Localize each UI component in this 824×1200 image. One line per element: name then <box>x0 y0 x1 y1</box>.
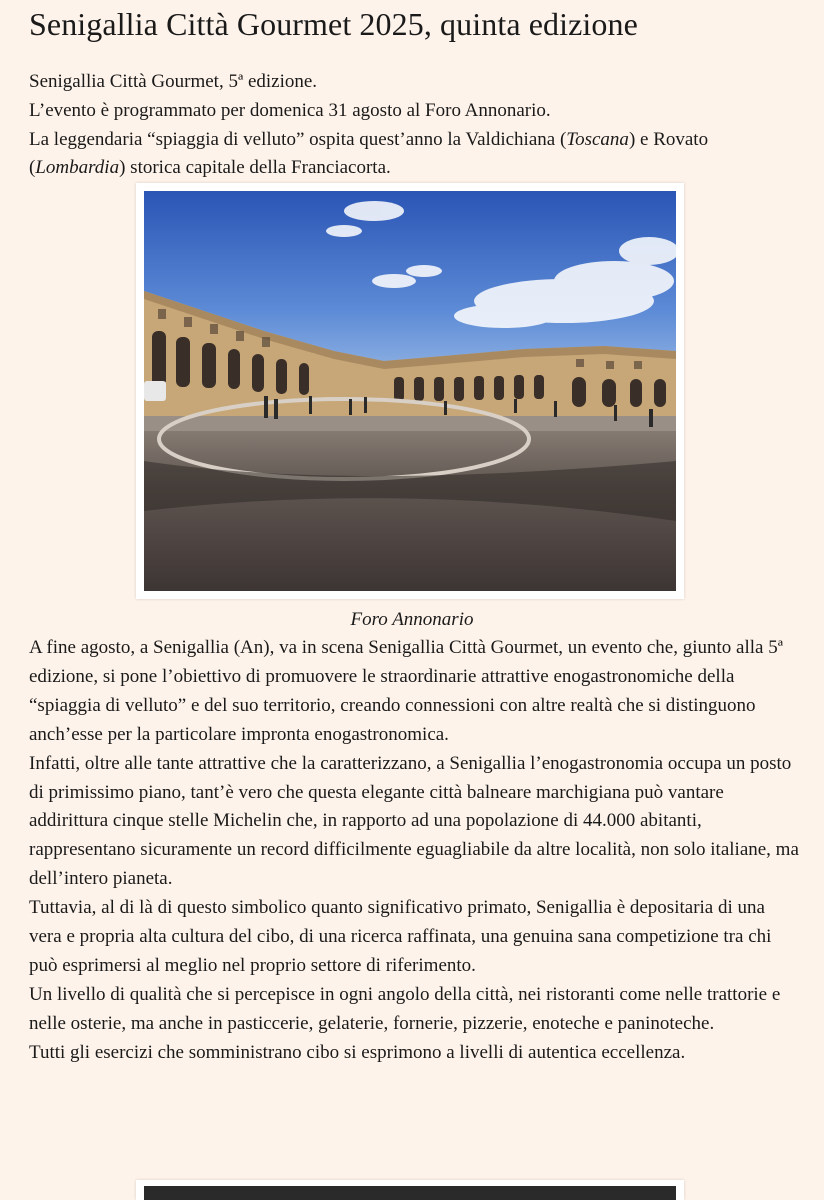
intro-line-guests <box>29 126 799 184</box>
next-image-frame <box>136 1180 684 1200</box>
body-paragraph: Un livello di qualità che si percepisce in ogni angolo della città, nei ristoranti come nelle trattorie e nelle osterie, ma anche in pasticcerie, gelaterie, fornerie, pizzerie, enoteche e paninoteche. <box>29 983 781 1034</box>
body-paragraph: Tutti gli esercizi che somministrano cibo si esprimono a livelli di autentica eccellenza. <box>29 1041 686 1063</box>
next-image <box>144 1186 676 1200</box>
body-paragraph: A fine agosto, a Senigallia (An), va in scena Senigallia Città Gourmet, un evento che, giunto alla 5ª edizione, si pone l’obiettivo di promuovere le straordinarie attrattive enogastronomiche della “spiaggia di velluto” e del suo territorio, creando connessioni con altre realtà che si distinguono anch’esse per la particolare impronta enogastronomica. <box>29 637 783 745</box>
article-title: Senigallia Città Gourmet 2025, quinta edizione <box>29 6 638 42</box>
intro-line-edition: Senigallia Città Gourmet, 5ª edizione. <box>29 71 318 92</box>
image-caption: Foro Annonario <box>350 609 474 630</box>
body-paragraph: Infatti, oltre alle tante attrattive che la caratterizzano, a Senigallia l’enogastronomia occupa un posto di primissimo piano, tant’è vero che questa elegante città balneare marchigiana può vantare addirittura cinque stelle Michelin che, in rapporto ad una popolazione di 44.000 abitanti, rappresentano sicuramente un record difficilmente eguagliabile da altre località, non solo italiane, ma dell’intero pianeta. <box>29 752 799 890</box>
intro-line-date: L’evento è programmato per domenica 31 agosto al Foro Annonario. <box>29 99 551 121</box>
article-body <box>29 634 799 1068</box>
body-paragraph: Tuttavia, al di là di questo simbolico quanto significativo primato, Senigallia è depositaria di una vera e propria alta cultura del cibo, di una ricerca raffinata, una genuina sana competizione tra chi può esprimersi al meglio nel proprio settore di riferimento. <box>29 897 772 976</box>
article-image-frame <box>136 183 684 599</box>
foro-annonario-photo <box>144 191 676 591</box>
intro-guests-text-b: ) e Rovato ( <box>29 128 709 179</box>
intro-guests-text-a: La leggendaria “spiaggia di velluto” ospita quest’anno la Valdichiana ( <box>29 128 567 150</box>
intro-guests-text-c: ) storica capitale della Franciacorta. <box>119 157 391 179</box>
article-intro <box>29 68 799 183</box>
intro-guests-toscana: Toscana <box>566 128 629 150</box>
intro-guests-lombardia: Lombardia <box>35 157 120 179</box>
